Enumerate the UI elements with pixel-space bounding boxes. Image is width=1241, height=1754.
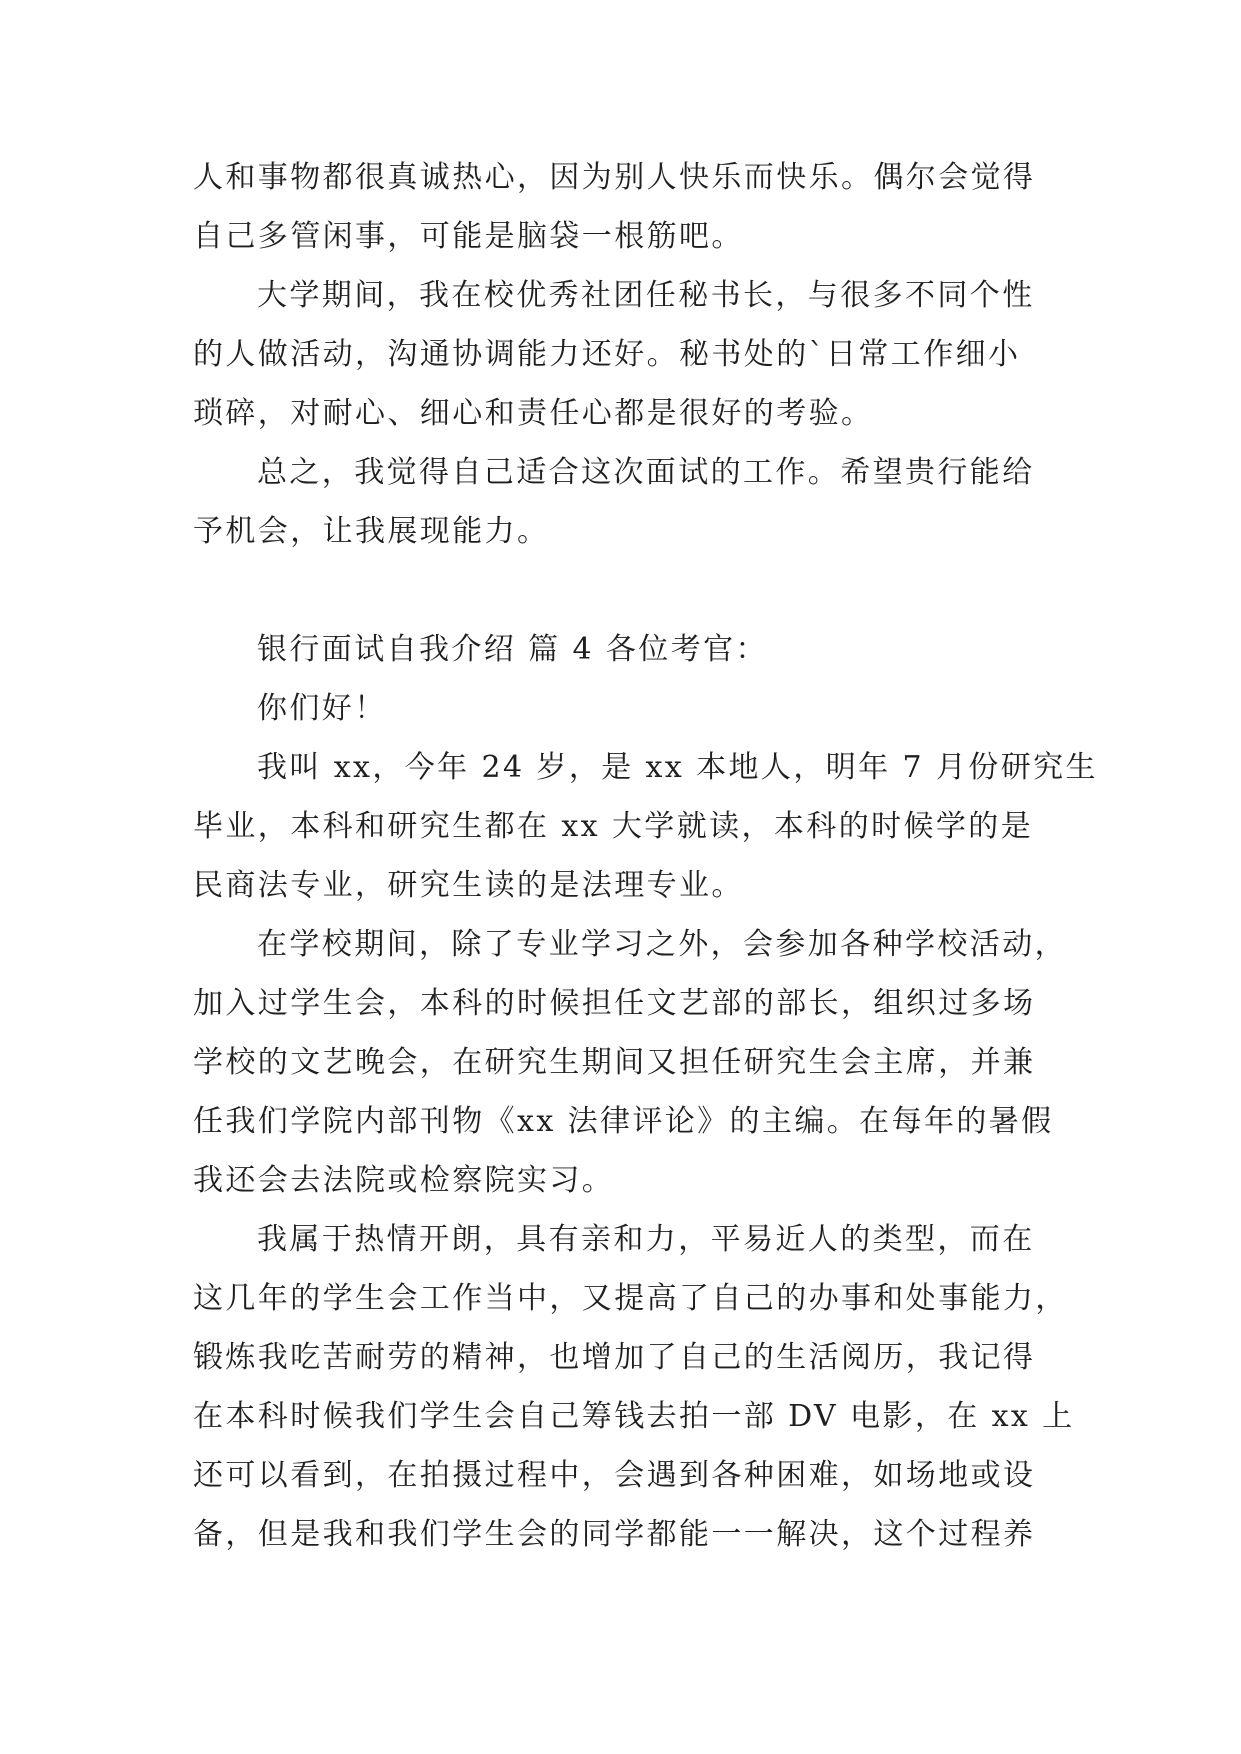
text-line: 学校的文艺晚会，在研究生期间又担任研究生会主席，并兼 <box>193 1045 1036 1080</box>
paragraph-personality <box>193 1210 1075 1564</box>
paragraph-continuation <box>193 148 1053 266</box>
section-gap <box>193 561 1053 620</box>
text-line: 自己多管闲事，可能是脑袋一根筋吧。 <box>193 219 744 254</box>
text-line: 民商法专业，研究生读的是法理专业。 <box>193 868 744 903</box>
text-line: 大学期间，我在校优秀社团任秘书长，与很多不同个性 <box>257 278 1035 313</box>
text-line: 备，但是我和我们学生会的同学都能一一解决，这个过程养 <box>193 1517 1036 1552</box>
text-line: 我属于热情开朗，具有亲和力，平易近人的类型，而在 <box>257 1222 1035 1257</box>
paragraph-conclusion <box>193 443 1053 561</box>
text-line: 这几年的学生会工作当中，又提高了自己的办事和处事能力， <box>193 1281 1068 1316</box>
text-line: 总之，我觉得自己适合这次面试的工作。希望贵行能给 <box>257 455 1035 490</box>
paragraph-school-activities <box>193 915 1067 1210</box>
text-line: 毕业，本科和研究生都在 xx 大学就读，本科的时候学的是 <box>193 809 1034 844</box>
text-line: 的人做活动，沟通协调能力还好。秘书处的`日常工作细小 <box>193 337 1021 372</box>
text-line: 琐碎，对耐心、细心和责任心都是很好的考验。 <box>193 396 874 431</box>
text-line: 在本科时候我们学生会自己筹钱去拍一部 DV 电影，在 xx 上 <box>193 1399 1075 1434</box>
text-line: 在学校期间，除了专业学习之外，会参加各种学校活动， <box>257 927 1067 962</box>
text-line: 还可以看到，在拍摄过程中，会遇到各种困难，如场地或设 <box>193 1458 1036 1493</box>
text-line: 加入过学生会，本科的时候担任文艺部的部长，组织过多场 <box>193 986 1036 1021</box>
paragraph-student-society <box>193 266 1053 443</box>
greeting: 你们好！ <box>257 691 387 726</box>
text-line: 人和事物都很真诚热心，因为别人快乐而快乐。偶尔会觉得 <box>193 160 1036 195</box>
section-heading: 银行面试自我介绍 篇 4 各位考官： <box>257 632 768 667</box>
text-line: 我还会去法院或检察院实习。 <box>193 1163 615 1198</box>
paragraph-introduction <box>193 738 1098 915</box>
text-line: 任我们学院内部刊物《xx 法律评论》的主编。在每年的暑假 <box>193 1104 1054 1139</box>
text-line: 予机会，让我展现能力。 <box>193 514 550 549</box>
document-body <box>193 148 1098 1564</box>
text-line: 锻炼我吃苦耐劳的精神，也增加了自己的生活阅历，我记得 <box>193 1340 1036 1375</box>
text-line: 我叫 xx，今年 24 岁，是 xx 本地人，明年 7 月份研究生 <box>257 750 1098 785</box>
